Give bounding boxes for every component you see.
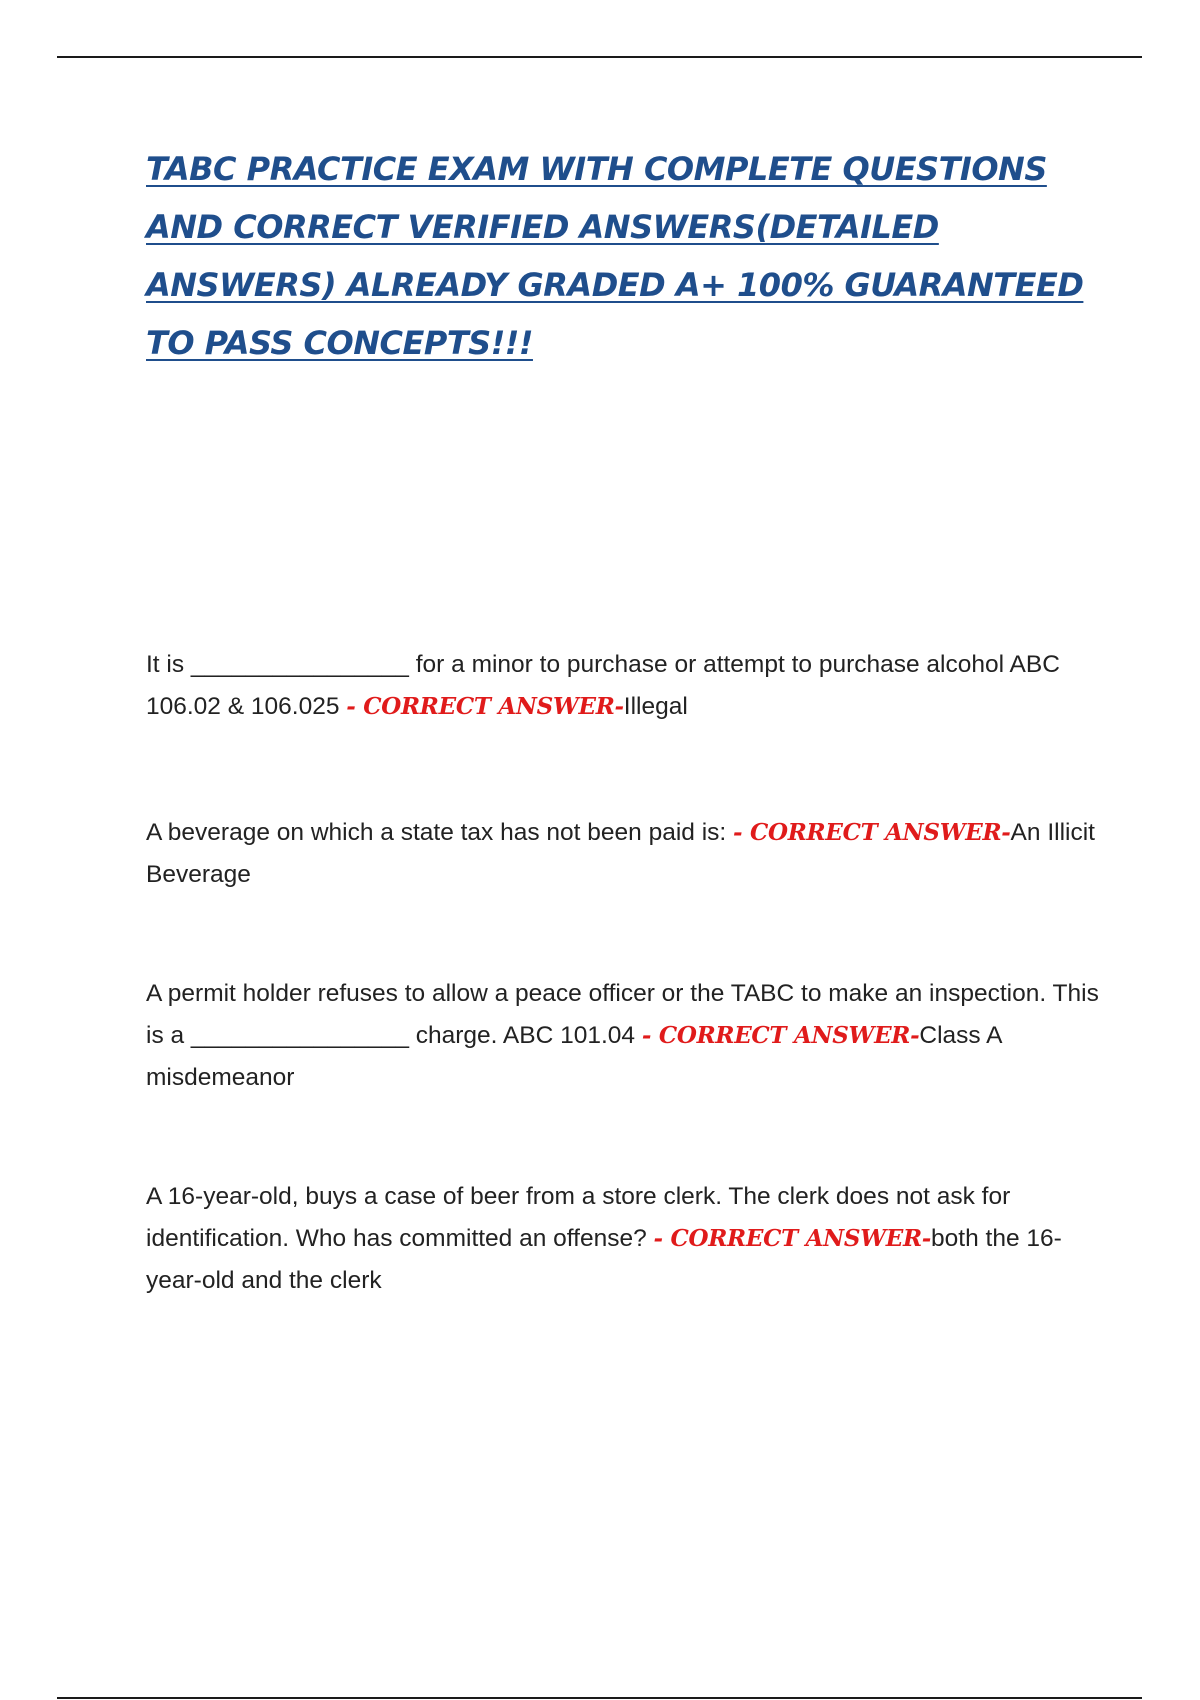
qa-item (146, 1176, 1106, 1302)
correct-answer-marker: - CORRECT ANSWER- (653, 1225, 932, 1252)
qa-item (146, 973, 1106, 1099)
correct-answer-marker: - CORRECT ANSWER- (641, 1022, 920, 1049)
top-rule (57, 56, 1142, 58)
qa-item (146, 812, 1106, 896)
answer-text: both the 16-year-old and the clerk (146, 1225, 1062, 1294)
question-text: A beverage on which a state tax has not been paid is: (146, 819, 734, 846)
bottom-rule (57, 1697, 1142, 1699)
correct-answer-marker: - CORRECT ANSWER- (733, 819, 1011, 846)
question-text: It is ________________ for a minor to purchase or attempt to purchase alcohol ABC 106.02 & 106.025 (146, 651, 1060, 720)
question-text: A 16-year-old, buys a case of beer from a store clerk. The clerk does not ask for identification. Who has committed an offense? (146, 1183, 1011, 1252)
question-text: A permit holder refuses to allow a peace officer or the TABC to make an inspection. This is a ________________ charge. ABC 101.04 (146, 980, 1099, 1049)
document-title: TABC PRACTICE EXAM WITH COMPLETE QUESTIONS AND CORRECT VERIFIED ANSWERS(DETAILED ANSWERS) ALREADY GRADED A+ 100% GUARANTEED TO PASS CONCEPTS!!! (146, 150, 1084, 362)
qa-item (146, 644, 1106, 728)
answer-text: An Illicit Beverage (146, 819, 1095, 888)
answer-text: Illegal (623, 693, 688, 720)
answer-text: Class A misdemeanor (146, 1022, 1002, 1091)
correct-answer-marker: - CORRECT ANSWER- (346, 693, 624, 720)
